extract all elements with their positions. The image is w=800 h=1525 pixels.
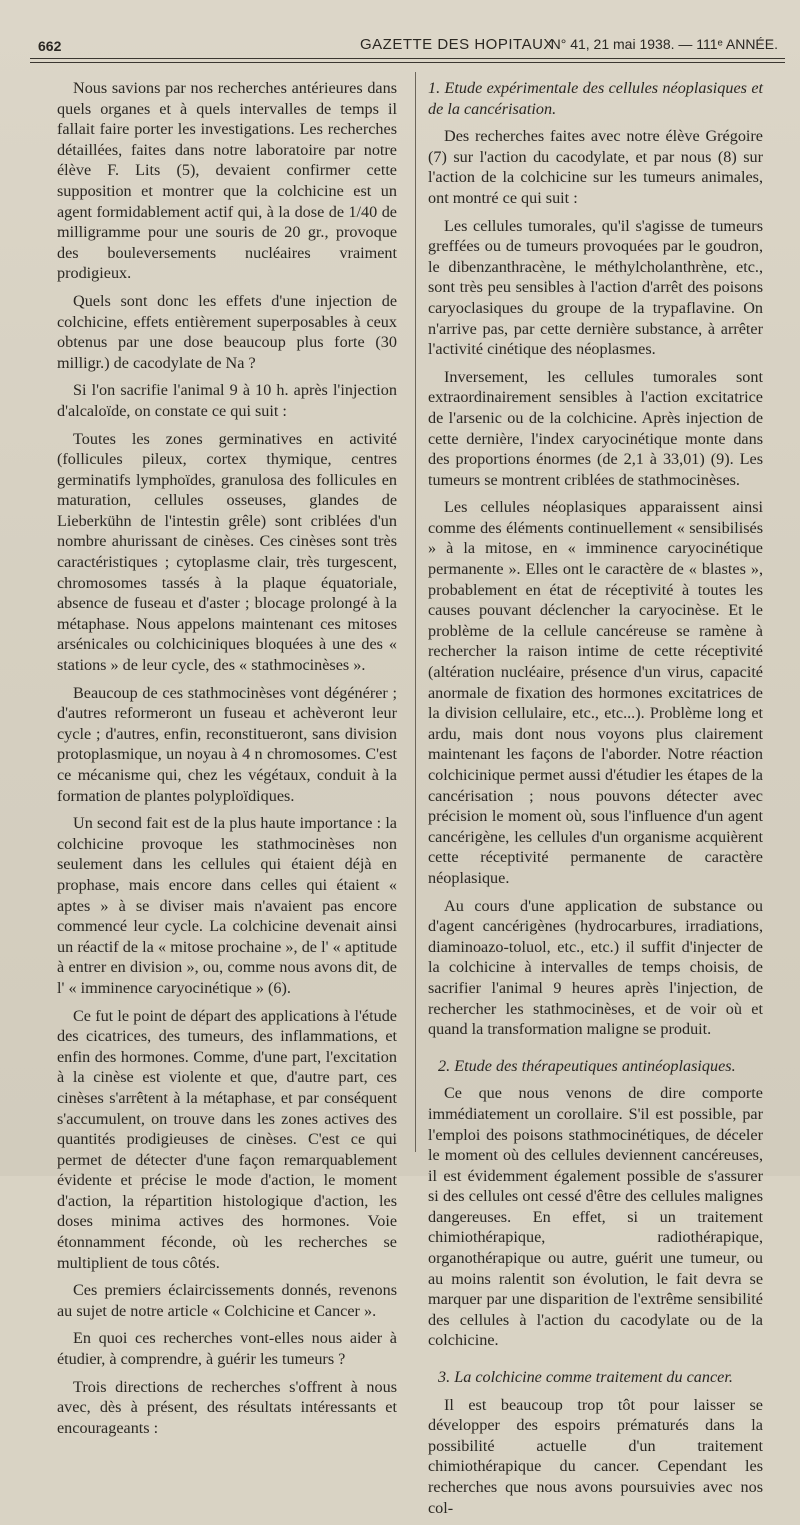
paragraph: Toutes les zones germinatives en activité (follicules pileux, cortex thymique, centres germinatifs lymphoïdes, granulosa des follicules en maturation, cellules osseuses, glandes de Lieberkühn de l'intestin grêle) sont criblées d'un nombre ahurissant de cinèses. Ces cinèses sont très caractéristiques ; cytoplasme clair, très turgescent, chromosomes tassés à la plaque équatoriale, absence de fuseau et d'aster ; blocage prolongé à la métaphase. Nous appelons maintenant ces mitoses arsénicales ou colchiciniques bloquées à une des « stations » de leur cycle, des « stathmocinèses ». (57, 429, 397, 675)
left-column (57, 78, 397, 1445)
paragraph: Ces premiers éclaircissements donnés, revenons au sujet de notre article « Colchicine et Cancer ». (57, 1281, 397, 1320)
section-heading-1: 1. Etude expérimentale des cellules néoplasiques et de la cancérisation. (428, 79, 763, 118)
page-number: 662 (38, 38, 62, 54)
paragraph: Si l'on sacrifie l'animal 9 à 10 h. après l'injection d'alcaloïde, on constate ce qui suit : (57, 381, 397, 420)
paragraph: Les cellules néoplasiques apparaissent ainsi comme des éléments continuellement « sensibilisés » à la mitose, en « imminence caryocinétique permanente ». Elles ont le caractère de « blastes », probablement en état de réceptivité à toutes les causes pouvant déclencher la caryocinèse. Et le problème de la cellule cancéreuse se ramène à rechercher la raison intime de cette réceptivité (altération nucléaire, présence d'un virus, capacité anormale de fixation des hormones excitatrices de la division cellulaire, etc., etc...). Problème long et ardu, mais dont nous voyons plus clairement maintenant les façons de l'aborder. Notre réaction colchicinique permet aussi d'étudier les étapes de la cancérisation ; nous pouvons détecter avec précision le moment où, sous l'influence d'un agent cancérigène, les cellules d'un organisme acquièrent cette réceptivité permanente de caractère néoplasique. (428, 498, 763, 887)
paragraph: Un second fait est de la plus haute importance : la colchicine provoque les stathmocinèses non seulement dans les cellules qui étaient déjà en prophase, mais encore dans celles qui étaient « aptes » à se diviser mais n'avaient pas encore commencé leur cycle. La colchicine devenait ainsi un réactif de la « mitose prochaine », de l' « aptitude à entrer en division », ou, comme nous avons dit, de l' « imminence caryocinétique » (6). (57, 814, 397, 997)
paragraph: Trois directions de recherches s'offrent à nous avec, dès à présent, des résultats intéressants et encourageants : (57, 1377, 397, 1437)
paragraph: Des recherches faites avec notre élève Grégoire (7) sur l'action du cacodylate, et par nous (8) sur l'action de la colchicine sur les tumeurs animales, ont montré ce qui suit : (428, 127, 763, 207)
right-column (428, 78, 763, 1525)
paragraph: Beaucoup de ces stathmocinèses vont dégénérer ; d'autres reformeront un fuseau et achèveront leur cycle ; d'autres, enfin, reconstitueront, sans division protoplasmique, un noyau à 4 n chromosomes. C'est ce mécanisme qui, chez les végétaux, conduit à la formation de plantes polyploïdiques. (57, 683, 397, 805)
column-divider (415, 72, 416, 1152)
paragraph: Ce que nous venons de dire comporte immédiatement un corollaire. S'il est possible, par l'emploi des poisons stathmocinétiques, de déceler le moment où des cellules deviennent cancéreuses, il est évidemment également possible de s'assurer si des cellules ont cessé d'être des cellules malignes dangereuses. En effet, si un traitement chimiothérapique, radiothérapique, organothérapique ou autre, guérit une tumeur, ou au moins ralentit son évolution, le fait devra se marquer par une disparition de l'extrême sensibilité des cellules à l'action du cacodylate ou de la colchicine. (428, 1084, 763, 1350)
issue-info: N° 41, 21 mai 1938. — 111ᵉ ANNÉE. (550, 36, 778, 52)
paragraph: En quoi ces recherches vont-elles nous aider à étudier, à comprendre, à guérir les tumeurs ? (57, 1329, 397, 1369)
paragraph: Il est beaucoup trop tôt pour laisser se développer des espoirs prématurés dans la possibilité actuelle d'un traitement chimiothérapique du cancer. Cependant les recherches que nous avons poursuivies avec nos col- (428, 1395, 763, 1517)
section-heading-3: 3. La colchicine comme traitement du cancer. (438, 1368, 733, 1387)
section-heading-2: 2. Etude des thérapeutiques antinéoplasiques. (438, 1056, 736, 1075)
page-header (30, 30, 778, 60)
header-rule (30, 58, 785, 59)
paragraph: Ce fut le point de départ des applications à l'étude des cicatrices, des tumeurs, des inflammations, et enfin des hormones. Comme, d'une part, l'excitation à la cinèse est violente et que, d'autre part, ces cinèses s'arrêtent à la métaphase, et par conséquent s'accumulent, on trouve dans les zones actives des quantités prodigieuses de cinèses. C'est ce qui permet de détecter d'une façon remarquablement évidente et précise le mode d'action, le moment d'action, la répartition histologique d'action, les doses minima actives des hormones. Voie étonnamment féconde, où les recherches se multiplient de tous côtés. (57, 1006, 397, 1272)
paragraph: Nous savions par nos recherches antérieures dans quels organes et à quels intervalles de temps il fallait faire porter les investigations. Les recherches détaillées, faites dans notre laboratoire par notre élève F. Lits (5), devaient confirmer cette supposition et montrer que la colchicine est un agent formidablement actif qui, à la dose de 1/40 de milligramme pour une souris de 20 gr., provoque des bouleversements nucléaires vraiment prodigieux. (57, 79, 397, 283)
paragraph: Au cours d'une application de substance ou d'agent cancérigènes (hydrocarbures, irradiations, diaminoazo-toluol, etc., etc.) il suffit d'injecter de la colchicine à intervalles de temps choisis, de sacrifier l'animal 9 heures après l'injection, de rechercher les stathmocinèses, et de voir où et quand la transformation maligne se produit. (428, 896, 763, 1039)
paragraph: Inversement, les cellules tumorales sont extraordinairement sensibles à l'action excitatrice de l'arsenic ou de la colchicine. Après injection de cette dernière, l'index caryocinétique monte dans des proportions énormes (de 2,1 à 33,01) (9). Les tumeurs se montrent criblées de stathmocinèses. (428, 367, 763, 489)
paragraph: Quels sont donc les effets d'une injection de colchicine, effets entièrement superposables à ceux obtenus par une dose beaucoup plus forte (30 milligr.) de cacodylate de Na ? (57, 291, 397, 372)
paragraph: Les cellules tumorales, qu'il s'agisse de tumeurs greffées ou de tumeurs provoquées par le goudron, le dibenzanthracène, le méthylcholanthrène, etc., sont très peu sensibles à l'action d'arrêt des poisons caryoclasiques du groupe de la trypaflavine. On n'arrive pas, par cette dernière substance, à arrêter l'activité cinétique des néoplasmes. (428, 216, 763, 359)
header-rule-thin (30, 62, 785, 63)
journal-title: GAZETTE DES HOPITAUX (360, 36, 554, 53)
